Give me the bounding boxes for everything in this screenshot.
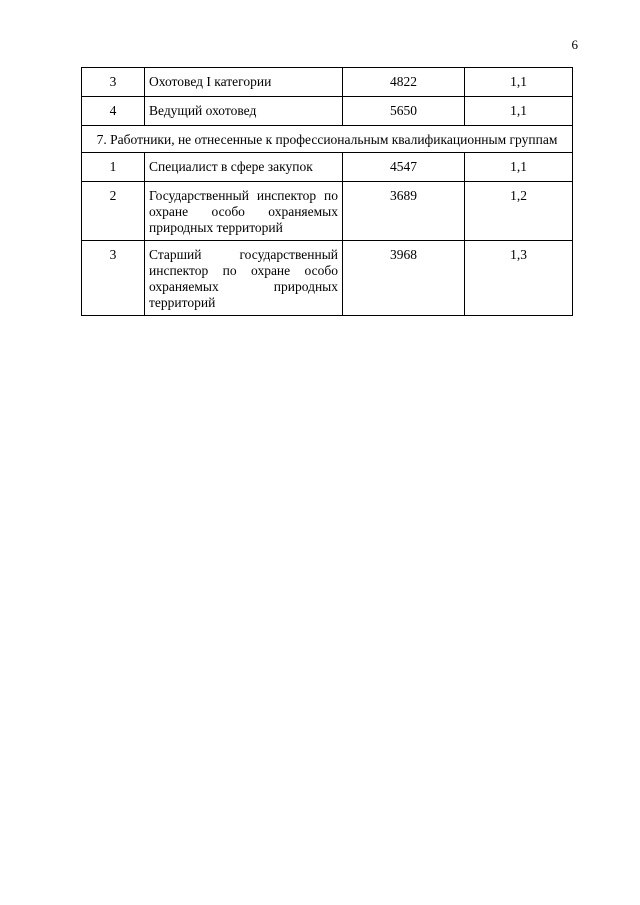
position-name: Государственный инспектор по охране особо охраняемых природных территорий [145, 182, 343, 241]
table-row [82, 153, 573, 182]
row-number: 4 [82, 97, 145, 126]
salary-value: 4822 [343, 68, 465, 97]
table-row [82, 68, 573, 97]
row-number: 1 [82, 153, 145, 182]
salary-value: 3968 [343, 241, 465, 316]
coefficient-value: 1,1 [465, 68, 573, 97]
salary-value: 5650 [343, 97, 465, 126]
table-row [82, 182, 573, 241]
row-number: 2 [82, 182, 145, 241]
section-row [82, 126, 573, 153]
coefficient-value: 1,1 [465, 97, 573, 126]
coefficient-value: 1,3 [465, 241, 573, 316]
section-heading: 7. Работники, не отнесенные к профессиональным квалификационным группам [82, 126, 573, 153]
coefficient-value: 1,1 [465, 153, 573, 182]
row-number: 3 [82, 68, 145, 97]
row-number: 3 [82, 241, 145, 316]
table-row [82, 97, 573, 126]
page-number: 6 [571, 37, 578, 52]
salary-value: 3689 [343, 182, 465, 241]
position-name: Специалист в сфере закупок [145, 153, 343, 182]
position-name: Охотовед I категории [145, 68, 343, 97]
position-name: Старший государственный инспектор по охране особо охраняемых природных территорий [145, 241, 343, 316]
positions-table [81, 67, 573, 316]
coefficient-value: 1,2 [465, 182, 573, 241]
table-row [82, 241, 573, 316]
position-name: Ведущий охотовед [145, 97, 343, 126]
salary-value: 4547 [343, 153, 465, 182]
